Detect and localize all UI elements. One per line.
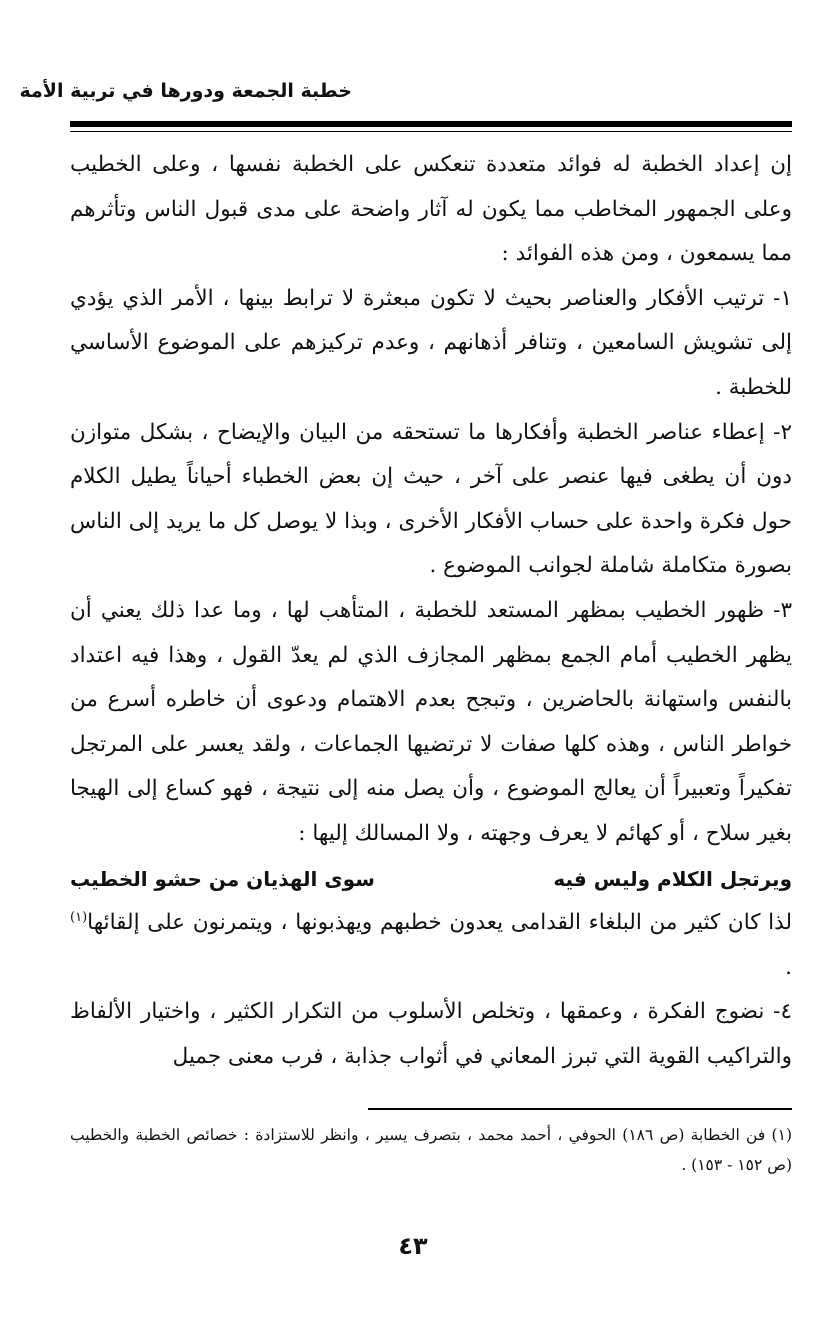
point-1-paragraph: ١- ترتيب الأفكار والعناصر بحيث لا تكون مبعثرة لا ترابط بينها ، الأمر الذي يؤدي إلى تشويش السامعين ، وتنافر أذهانهم ، وعدم تركيزهم على الموضوع الأساسي للخطبة . — [70, 285, 792, 400]
header-rule-thick — [70, 121, 792, 127]
footnote-text: (١) فن الخطابة (ص ١٨٦) الحوفي ، أحمد محمد ، بتصرف يسير ، وانظر للاستزادة : خصائص الخطبة والخطيب (ص ١٥٢ - ١٥٣) . — [70, 1126, 792, 1174]
header-rule-thin — [70, 131, 792, 132]
main-text — [70, 143, 792, 1079]
verse-second-hemistich: سوى الهذيان من حشو الخطيب — [70, 866, 375, 891]
footnote-reference: (١) — [70, 909, 88, 925]
point-3-paragraph: ٣- ظهور الخطيب بمظهر المستعد للخطبة ، المتأهب لها ، وما عدا ذلك يعني أن يظهر الخطيب أمام الجمع بمظهر المجازف الذي لم يعدّ القول ، وهذا فيه اعتداد بالنفس واستهانة بالحاضرين ، وتبجح بعدم الاهتمام ودعوى أن خاطره أسرع من خواطر الناس ، وهذه كلها صفات لا ترتضيها الجماعات ، ولقد يعسر على المرتجل تفكيراً وتعبيراً أن يعالج الموضوع ، وأن يصل منه إلى نتيجة ، فهو كساع إلى الهيجا بغير سلاح ، أو كهائم لا يعرف وجهته ، ولا المسالك إليها : — [70, 597, 792, 846]
point-2-paragraph: ٢- إعطاء عناصر الخطبة وأفكارها ما تستحقه من البيان والإيضاح ، بشكل متوازن دون أن يطغى فيها عنصر على آخر ، حيث إن بعض الخطباء أحياناً يطيل الكلام حول فكرة واحدة على حساب الأفكار الأخرى ، وبذا لا يوصل كل ما يريد إلى الناس بصورة متكاملة شاملة لجوانب الموضوع . — [70, 419, 792, 579]
footnote — [70, 1120, 792, 1180]
footnote-separator — [368, 1108, 792, 1110]
verse-first-hemistich: ويرتجل الكلام وليس فيه — [553, 866, 792, 891]
intro-paragraph: إن إعداد الخطبة له فوائد متعددة تنعكس على الخطبة نفسها ، وعلى الخطيب وعلى الجمهور المخاطب مما يكون له آثار واضحة على مدى قبول الناس وتأثرهم مما يسمعون ، ومن هذه الفوائد : — [70, 152, 792, 267]
running-header-title: خطبة الجمعة ودورها في تربية الأمة — [19, 80, 352, 102]
point-4-paragraph: ٤- نضوج الفكرة ، وعمقها ، وتخلص الأسلوب من التكرار الكثير ، واختيار الألفاظ والتراكيب القوية التي تبرز المعاني في أثواب جذابة ، فرب معنى جميل — [70, 999, 792, 1069]
after-verse-end: . — [785, 954, 792, 980]
after-verse-paragraph — [70, 901, 792, 990]
after-verse-text: لذا كان كثير من البلغاء القدامى يعدون خطبهم ويهذبونها ، ويتمرنون على إلقائها — [87, 910, 792, 936]
poetry-verse — [70, 857, 792, 902]
page-number: ٤٣ — [398, 1232, 428, 1260]
